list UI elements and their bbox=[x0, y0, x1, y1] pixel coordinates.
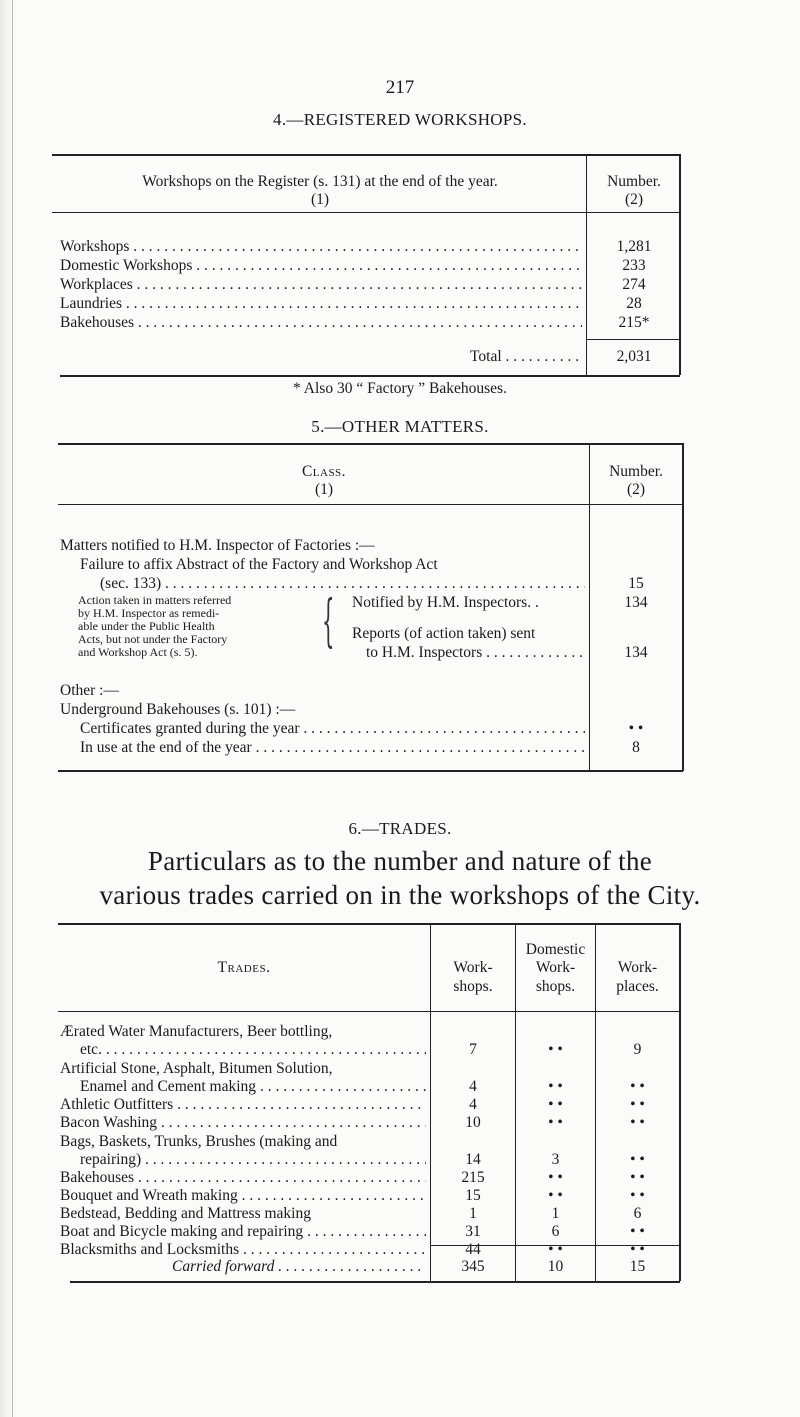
row-label-workshops: Workshops . . . bbox=[60, 237, 582, 256]
page-binding-edge bbox=[0, 0, 13, 1417]
row-label-domestic-workshops: Domestic Workshops . . . bbox=[60, 256, 582, 275]
row-value-laundries: 28 bbox=[626, 295, 642, 312]
section-4-col2-sub: (2) bbox=[624, 191, 644, 208]
reports-sent-line1: Reports (of action taken) sent bbox=[352, 625, 536, 642]
trade-row-5-workshops: 14 bbox=[465, 1151, 481, 1168]
carried-forward-workplaces: 15 bbox=[629, 1258, 646, 1275]
notified-by-inspectors-label: Notified by H.M. Inspectors. . bbox=[352, 594, 539, 611]
failure-to-affix-value: 15 bbox=[628, 575, 644, 592]
row-value-domestic-workshops: 233 bbox=[622, 257, 646, 274]
domestic-header-line3: shops. bbox=[535, 978, 576, 995]
carried-forward-workshops: 345 bbox=[461, 1258, 485, 1275]
in-use-value: 8 bbox=[632, 739, 640, 756]
trade-row-3-workplaces: • • bbox=[630, 1096, 645, 1113]
action-taken-line1: Action taken in matters referred bbox=[78, 593, 232, 607]
trade-row-5-line1: Bags, Baskets, Trunks, Brushes (making and bbox=[60, 1133, 338, 1150]
trade-row-7-workplaces: • • bbox=[630, 1187, 645, 1204]
section-4-footnote: * Also 30 “ Factory ” Bakehouses. bbox=[293, 380, 507, 397]
trade-row-6-label: Bakehouses . . . bbox=[60, 1168, 426, 1187]
row-value-workplaces: 274 bbox=[622, 276, 646, 293]
row-value-bakehouses: 215* bbox=[618, 314, 650, 331]
trade-row-6-workshops: 215 bbox=[461, 1169, 485, 1186]
workshops-header-line1: Work- bbox=[453, 959, 493, 976]
trade-row-2-domestic: • • bbox=[548, 1078, 563, 1095]
row-label-laundries: Laundries . . . bbox=[60, 294, 582, 313]
workplaces-header-line2: places. bbox=[616, 978, 659, 995]
trade-row-5-line2: repairing) . . . bbox=[80, 1150, 426, 1169]
action-taken-line5: and Workshop Act (s. 5). bbox=[78, 645, 198, 659]
action-taken-line4: Acts, but not under the Factory bbox=[78, 632, 228, 646]
certificates-granted-label: Certificates granted during the year . . . bbox=[80, 719, 585, 738]
trade-row-1-domestic: • • bbox=[548, 1041, 563, 1058]
trade-row-9-label: Boat and Bicycle making and repairing . . . bbox=[60, 1222, 426, 1241]
domestic-header-line2: Work- bbox=[535, 959, 576, 976]
workplaces-header-line1: Work- bbox=[617, 959, 658, 976]
trades-header: Trades. bbox=[217, 959, 271, 976]
row-label-workplaces: Workplaces . . . bbox=[60, 275, 582, 294]
trade-row-1-workplaces: 9 bbox=[633, 1041, 642, 1058]
total-value: 2,031 bbox=[616, 348, 652, 365]
trade-row-5-domestic: 3 bbox=[551, 1151, 560, 1168]
failure-to-affix-line2: (sec. 133) . . . bbox=[100, 574, 585, 593]
trade-row-10-workshops: 44 bbox=[465, 1241, 481, 1258]
action-taken-line3: able under the Public Health bbox=[78, 619, 215, 633]
section-5-col2-header: Number. bbox=[609, 463, 663, 480]
trade-row-7-domestic: • • bbox=[548, 1187, 563, 1204]
trade-row-1-line1: Ærated Water Manufacturers, Beer bottling, bbox=[60, 1023, 333, 1040]
trade-row-4-workshops: 10 bbox=[465, 1114, 481, 1131]
trade-row-10-label: Blacksmiths and Locksmiths . . . bbox=[60, 1240, 426, 1259]
action-taken-line2: by H.M. Inspector as remedi- bbox=[78, 606, 220, 620]
trade-row-1-workshops: 7 bbox=[469, 1041, 477, 1058]
trade-row-9-workplaces: • • bbox=[630, 1223, 645, 1240]
trade-row-7-label: Bouquet and Wreath making . . . bbox=[60, 1186, 426, 1205]
other-heading: Other :— bbox=[60, 682, 119, 699]
section-5-col1-sub: (1) bbox=[314, 481, 334, 498]
trade-row-8-domestic: 1 bbox=[551, 1205, 560, 1222]
reports-sent-value: 134 bbox=[624, 644, 648, 661]
section-4-title: 4.—REGISTERED WORKSHOPS. bbox=[273, 110, 527, 129]
trade-row-7-workshops: 15 bbox=[465, 1187, 481, 1204]
trade-row-4-domestic: • • bbox=[548, 1114, 563, 1131]
trade-row-2-workshops: 4 bbox=[469, 1078, 477, 1095]
section-4-col1-header: Workshops on the Register (s. 131) at the end of the year. bbox=[142, 173, 498, 190]
trade-row-9-workshops: 31 bbox=[465, 1223, 481, 1240]
trade-row-9-domestic: 6 bbox=[551, 1223, 560, 1240]
trade-row-10-workplaces: • • bbox=[630, 1241, 645, 1258]
trade-row-10-domestic: • • bbox=[548, 1241, 563, 1258]
brace-glyph: { bbox=[322, 589, 335, 654]
section-5-col2-sub: (2) bbox=[626, 481, 646, 498]
trade-row-5-workplaces: • • bbox=[630, 1151, 645, 1168]
trade-row-8-workplaces: 6 bbox=[633, 1205, 642, 1222]
domestic-header-line1: Domestic bbox=[525, 941, 586, 958]
trade-row-2-workplaces: • • bbox=[630, 1078, 645, 1095]
in-use-label: In use at the end of the year . . . bbox=[80, 738, 585, 757]
reports-sent-line2: to H.M. Inspectors . . . bbox=[366, 643, 585, 662]
trade-row-4-label: Bacon Washing . . . bbox=[60, 1113, 426, 1132]
trade-row-8-label: Bedstead, Bedding and Mattress making bbox=[60, 1205, 311, 1222]
failure-to-affix-line1: Failure to affix Abstract of the Factory and Workshop Act bbox=[80, 556, 438, 573]
carried-forward-domestic: 10 bbox=[547, 1258, 564, 1275]
trade-row-8-workshops: 1 bbox=[469, 1205, 477, 1222]
trades-headline-line2: various trades carried on in the workshops of the City. bbox=[99, 880, 701, 910]
row-label-bakehouses: Bakehouses . . . bbox=[60, 313, 582, 332]
trade-row-3-workshops: 4 bbox=[469, 1096, 477, 1113]
row-value-workshops: 1,281 bbox=[616, 238, 652, 255]
carried-forward-label: Carried forward . . . bbox=[172, 1257, 426, 1276]
section-6-title: 6.—TRADES. bbox=[348, 819, 452, 838]
trade-row-6-workplaces: • • bbox=[630, 1169, 645, 1186]
section-4-col2-header: Number. bbox=[607, 173, 661, 190]
trade-row-6-domestic: • • bbox=[548, 1169, 563, 1186]
matters-notified-intro: Matters notified to H.M. Inspector of Factories :— bbox=[60, 537, 375, 554]
underground-bakehouses-heading: Underground Bakehouses (s. 101) :— bbox=[60, 701, 296, 718]
trade-row-2-line2: Enamel and Cement making . . . bbox=[80, 1077, 426, 1096]
workshops-header-line2: shops. bbox=[453, 978, 493, 995]
trade-row-2-line1: Artificial Stone, Asphalt, Bitumen Solution, bbox=[60, 1060, 333, 1077]
trade-row-1-line2: etc. . . . bbox=[80, 1040, 426, 1059]
notified-by-inspectors-value: 134 bbox=[624, 594, 648, 611]
page-number: 217 bbox=[385, 77, 415, 98]
trade-row-3-label: Athletic Outfitters . . . bbox=[60, 1095, 426, 1114]
section-4-col1-sub: (1) bbox=[310, 191, 330, 208]
certificates-granted-value: • • bbox=[628, 720, 644, 737]
section-5-col1-header: Class. bbox=[301, 463, 347, 480]
trade-row-4-workplaces: • • bbox=[630, 1114, 645, 1131]
trades-headline-line1: Particulars as to the number and nature of the bbox=[147, 846, 653, 876]
total-label: Total . . . bbox=[470, 347, 582, 366]
trade-row-3-domestic: • • bbox=[548, 1096, 563, 1113]
section-5-title: 5.—OTHER MATTERS. bbox=[311, 417, 489, 436]
